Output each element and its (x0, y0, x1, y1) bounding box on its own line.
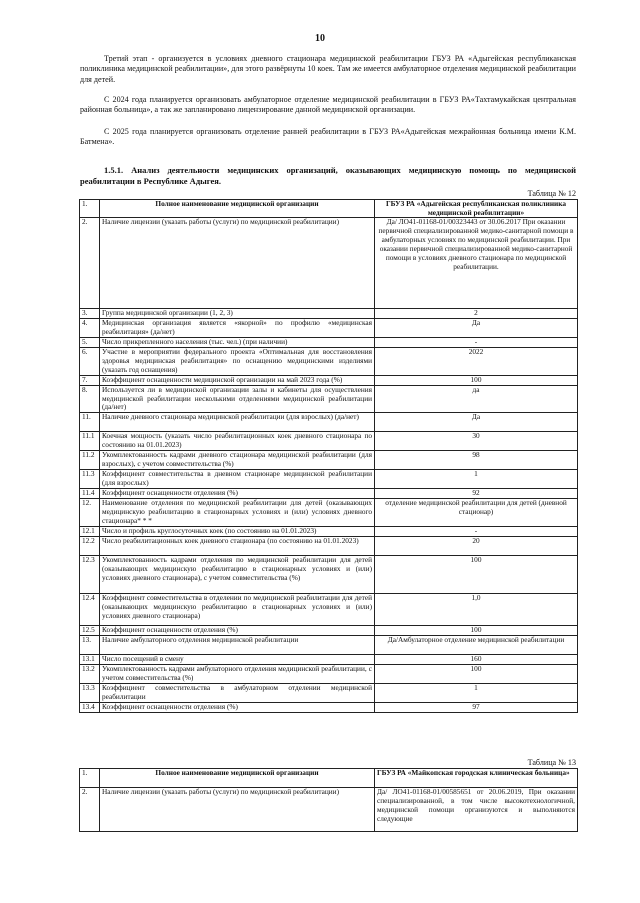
row-description: Участие в мероприятии федерального проекта «Оптимальная для восстановления здоровья медицинская реабилитация» по оснащению медицинскими изделиями (указать год оснащения) (100, 348, 375, 376)
row-num: 3. (80, 309, 100, 319)
table-row (80, 655, 578, 665)
row-num: 2. (80, 218, 100, 309)
row-value: - (375, 338, 578, 348)
table-row (80, 537, 578, 556)
row-description: Коэффициент совместительства в дневном стационаре медицинской реабилитации (для взрослых) (100, 470, 375, 489)
row-value: 100 (375, 664, 578, 683)
table-12 (79, 199, 578, 713)
row-description: Наличие лицензии (указать работы (услуги) по медицинской реабилитации) (100, 788, 375, 832)
row-description: Группа медицинской организации (1, 2, 3) (100, 309, 375, 319)
row-value: 20 (375, 537, 578, 556)
table-row (80, 218, 578, 309)
row-value: Да (375, 413, 578, 432)
row-description: Наличие лицензии (указать работы (услуги) по медицинской реабилитации) (100, 218, 375, 309)
table-row (80, 413, 578, 432)
row-value: Да/ ЛО41-01168-01/00323443 от 30.06.2017 При оказании первичной специализированной медико-санитарной помощи в амбулаторных условиях по медицинской реабилитации. При оказании первичной специализированной медико-санитарной помощи в условиях дневного стационара по медицинской реабилитации. (375, 218, 578, 309)
row-num: 12.5 (80, 626, 100, 636)
row-num: 11.1 (80, 432, 100, 451)
table-row (80, 527, 578, 537)
row-value: 100 (375, 626, 578, 636)
table-row (80, 319, 578, 338)
row-num: 11. (80, 413, 100, 432)
header-org-cell: ГБУЗ РА «Адыгейская республиканская поликлиника медицинской реабилитации» (375, 200, 578, 218)
row-description: Наличие амбулаторного отделения медицинской реабилитации (100, 636, 375, 655)
table-row (80, 788, 578, 832)
row-description: Коэффициент оснащенности отделения (%) (100, 702, 375, 712)
paragraph-stage-three: Третий этап - организуется в условиях дневного стационара медицинской реабилитации ГБУЗ РА «Адыгейская республиканская поликлиника медицинской реабилитации», для этого развёрнуты 10 коек. Там же имеется амбулаторное отделения медицинской реабилитации для детей. (80, 54, 576, 84)
header-name-cell: Полное наименование медицинской организации (100, 769, 375, 788)
row-num: 5. (80, 338, 100, 348)
table-row (80, 499, 578, 527)
row-description: Укомплектованность кадрами амбулаторного отделения медицинской реабилитации, с учетом совместительства (%) (100, 664, 375, 683)
table-header-row (80, 769, 578, 788)
table-row (80, 636, 578, 655)
row-num: 11.2 (80, 451, 100, 470)
row-description: Коэффициент оснащенности отделения (%) (100, 626, 375, 636)
header-org-cell: ГБУЗ РА «Майкопская городская клиническая больница» (375, 769, 578, 788)
row-value: 98 (375, 451, 578, 470)
row-value: Да/ ЛО41-01168-01/00585651 от 20.06.2019, При оказании специализированной, в том числе высокотехнологичной, медицинской помощи организуются и выполняются следующие (375, 788, 578, 832)
row-num: 13.3 (80, 683, 100, 702)
header-num-cell: 1. (80, 200, 100, 218)
row-description: Наличие дневного стационара медицинской реабилитации (для взрослых) (да/нет) (100, 413, 375, 432)
row-value: отделение медицинской реабилитации для детей (дневной стационар) (375, 499, 578, 527)
table-12-caption: Таблица № 12 (527, 189, 576, 198)
row-num: 8. (80, 385, 100, 413)
row-num: 13. (80, 636, 100, 655)
table-row (80, 451, 578, 470)
row-description: Используется ли в медицинской организации залы и кабинеты для осуществления медицинской реабилитации несколькими отделениями медицинской реабилитации (да/нет) (100, 385, 375, 413)
table-row (80, 470, 578, 489)
table-row (80, 375, 578, 385)
row-num: 11.4 (80, 489, 100, 499)
row-description: Укомплектованность кадрами дневного стационара медицинской реабилитации (для взрослых), с учетом совместительства (%) (100, 451, 375, 470)
row-num: 13.2 (80, 664, 100, 683)
table-row (80, 683, 578, 702)
table-row (80, 626, 578, 636)
row-value: Да (375, 319, 578, 338)
row-description: Число и профиль круглосуточных коек (по состоянию на 01.01.2023) (100, 527, 375, 537)
row-value: 30 (375, 432, 578, 451)
table-13 (79, 768, 578, 832)
row-value: 160 (375, 655, 578, 665)
row-description: Коэффициент совместительства в амбулаторном отделении медицинской реабилитации (100, 683, 375, 702)
row-value: да (375, 385, 578, 413)
section-heading: 1.5.1. Анализ деятельности медицинских организаций, оказывающих медицинскую помощь по медицинской реабилитации в Республике Адыгея. (80, 165, 576, 186)
row-description: Наименование отделения по медицинской реабилитации для детей (оказывающих медицинскую реабилитацию в стационарных условиях и (или) условиях дневного стационара* * * (100, 499, 375, 527)
row-description: Коэффициент оснащенности отделения (%) (100, 489, 375, 499)
row-value: Да/Амбулаторное отделение медицинской реабилитации (375, 636, 578, 655)
row-description: Коэффициент оснащенности медицинской организации на май 2023 года (%) (100, 375, 375, 385)
table-13-caption: Таблица № 13 (527, 758, 576, 767)
table-row (80, 594, 578, 626)
table-row (80, 432, 578, 451)
row-num: 12.3 (80, 556, 100, 594)
row-value: 1 (375, 683, 578, 702)
header-name-cell: Полное наименование медицинской организации (100, 200, 375, 218)
table-row (80, 702, 578, 712)
row-description: Коэффициент совместительства в отделении по медицинской реабилитации для детей (оказывающих медицинскую реабилитацию в стационарных условиях и (или) условиях дневного стационара) (100, 594, 375, 626)
row-value: 92 (375, 489, 578, 499)
row-value: 97 (375, 702, 578, 712)
paragraph-2024-plan: С 2024 года планируется организовать амбулаторное отделение медицинской реабилитации в ГБУЗ РА«Тахтамукайская центральная районная больница», а так же запланировано лицензирование данной медицинской организации. (80, 95, 576, 115)
table-row (80, 348, 578, 376)
row-description: Число прикрепленного населения (тыс. чел.) (при наличии) (100, 338, 375, 348)
paragraph-2025-plan: С 2025 года планируется организовать отделение ранней реабилитации в ГБУЗ РА«Адыгейская межрайонная больница имени К.М. Батмена». (80, 127, 576, 147)
row-value: 1,0 (375, 594, 578, 626)
row-num: 12.4 (80, 594, 100, 626)
row-num: 11.3 (80, 470, 100, 489)
row-num: 7. (80, 375, 100, 385)
row-value: 100 (375, 375, 578, 385)
row-description: Укомплектованность кадрами отделения по медицинской реабилитации для детей (оказывающих медицинскую реабилитацию в стационарных условиях и (или) условиях дневного стационара), с учетом совместительства (%) (100, 556, 375, 594)
row-num: 6. (80, 348, 100, 376)
table-row (80, 489, 578, 499)
row-description: Коечная мощность (указать число реабилитационных коек дневного стационара по состоянию на 01.01.2023) (100, 432, 375, 451)
row-description: Число реабилитационных коек дневного стационара (по состоянию на 01.01.2023) (100, 537, 375, 556)
header-num-cell: 1. (80, 769, 100, 788)
row-value: 2 (375, 309, 578, 319)
row-num: 12.1 (80, 527, 100, 537)
table-row (80, 309, 578, 319)
table-row (80, 664, 578, 683)
row-description: Число посещений в смену (100, 655, 375, 665)
row-num: 4. (80, 319, 100, 338)
row-num: 13.1 (80, 655, 100, 665)
table-row (80, 385, 578, 413)
page-number: 10 (315, 33, 325, 44)
table-row (80, 556, 578, 594)
row-num: 12.2 (80, 537, 100, 556)
row-value: 100 (375, 556, 578, 594)
table-header-row (80, 200, 578, 218)
row-value: 1 (375, 470, 578, 489)
row-value: - (375, 527, 578, 537)
row-num: 12. (80, 499, 100, 527)
row-description: Медицинская организация является «якорной» по профилю «медицинская реабилитация» (да/нет) (100, 319, 375, 338)
table-row (80, 338, 578, 348)
row-num: 2. (80, 788, 100, 832)
row-value: 2022 (375, 348, 578, 376)
row-num: 13.4 (80, 702, 100, 712)
